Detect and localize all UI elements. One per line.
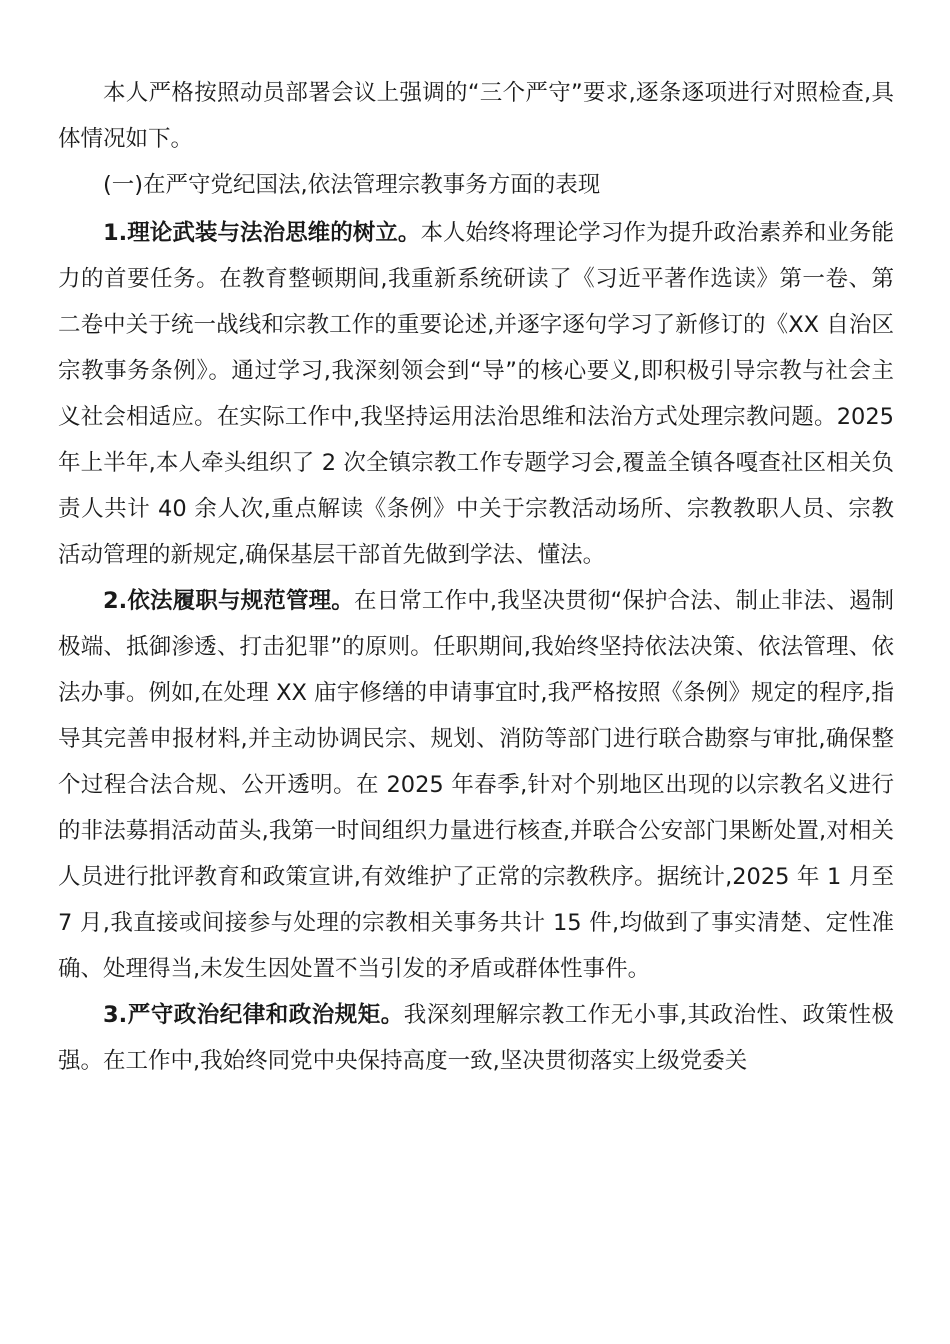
item-body-1: 本人始终将理论学习作为提升政治素养和业务能力的首要任务。在教育整顿期间,我重新系统研读了《习近平著作选读》第一卷、第二卷中关于统一战线和宗教工作的重要论述,并逐字逐句学习了新修订的《XX 自治区宗教事务条例》。通过学习,我深刻领会到“导”的核心要义,即积极引导宗教与社会主义社会相适应。在实际工作中,我坚持运用法治思维和法治方式处理宗教问题。2025 年上半年,本人牵头组织了 2 次全镇宗教工作专题学习会,覆盖全镇各嘎查社区相关负责人共计 40 余人次,重点解读《条例》中关于宗教活动场所、宗教教职人员、宗教活动管理的新规定,确保基层干部首先做到学法、懂法。 [58, 220, 894, 568]
document-page [58, 70, 894, 1084]
item-body-3: 我深刻理解宗教工作无小事,其政治性、政策性极强。在工作中,我始终同党中央保持高度一致,坚决贯彻落实上级党委关 [58, 1002, 894, 1074]
section-heading: (一)在严守党纪国法,依法管理宗教事务方面的表现 [103, 172, 601, 198]
item-title-2: 2.依法履职与规范管理。 [103, 588, 354, 614]
item-body-2: 在日常工作中,我坚决贯彻“保护合法、制止非法、遏制极端、抵御渗透、打击犯罪”的原则。任职期间,我始终坚持依法决策、依法管理、依法办事。例如,在处理 XX 庙宇修缮的申请事宜时,我严格按照《条例》规定的程序,指导其完善申报材料,并主动协调民宗、规划、消防等部门进行联合勘察与审批,确保整个过程合法合规、公开透明。在 2025 年春季,针对个别地区出现的以宗教名义进行的非法募捐活动苗头,我第一时间组织力量进行核查,并联合公安部门果断处置,对相关人员进行批评教育和政策宣讲,有效维护了正常的宗教秩序。据统计,2025 年 1 月至 7 月,我直接或间接参与处理的宗教相关事务共计 15 件,均做到了事实清楚、定性准确、处理得当,未发生因处置不当引发的矛盾或群体性事件。 [58, 588, 894, 982]
item-paragraph-3 [58, 992, 894, 1084]
item-title-1: 1.理论武装与法治思维的树立。 [103, 220, 421, 246]
intro-paragraph: 本人严格按照动员部署会议上强调的“三个严守”要求,逐条逐项进行对照检查,具体情况如下。 [58, 80, 894, 152]
item-title-3: 3.严守政治纪律和政治规矩。 [103, 1002, 404, 1028]
item-paragraph-1 [58, 210, 894, 578]
item-paragraph-2 [58, 578, 894, 992]
